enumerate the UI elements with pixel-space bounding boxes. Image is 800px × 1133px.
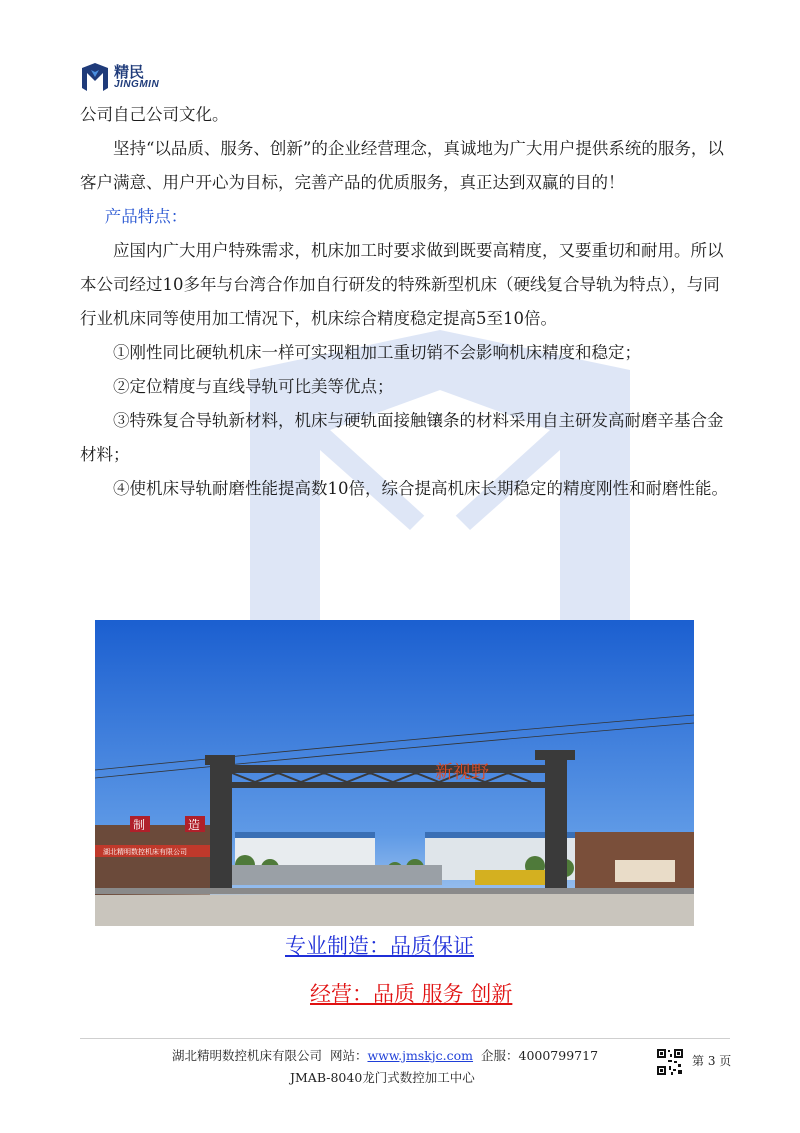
document-body [80,98,730,506]
sign-char-1: 制 [133,818,146,832]
logo-chinese-text: 精民 [114,62,145,81]
feature-item-3: ③特殊复合导轨新材料，机床与硬轨面接触镶条的材料采用自主研发高耐磨辛基合金材料； [80,411,724,464]
footer-company: 湖北精明数控机床有限公司 [172,1048,323,1063]
footer-phone-label: 企服： [480,1048,519,1063]
page-number: 第 3 页 [692,1054,732,1068]
qr-code-icon [656,1048,684,1076]
company-logo [80,62,159,92]
slogan-quality[interactable]: 专业制造：品质保证 [285,934,474,958]
feature-item-2: ②定位精度与直线导轨可比美等优点； [113,377,394,396]
logo-english-text: JINGMIN [114,78,160,90]
footer-contact-line [172,1046,598,1064]
jingmin-logo-icon [80,62,110,92]
factory-gate-photo [95,620,694,926]
sign-char-2: 造 [188,818,201,832]
paragraph-philosophy: 坚持“以品质、服务、创新”的企业经营理念，真诚地为广大用户提供系统的服务，以客户满意、用户开心为目标，完善产品的优质服务，真正达到双赢的目的！ [80,139,724,192]
company-sign-text: 湖北精明数控机床有限公司 [103,848,187,856]
footer-divider [80,1038,730,1039]
footer-product-name: JMAB-8040龙门式数控加工中心 [290,1070,475,1085]
footer-phone: 4000799717 [518,1048,599,1063]
footer-website-link[interactable]: www.jmskjc.com [367,1048,474,1063]
feature-item-1: ①刚性同比硬轨机床一样可实现粗加工重切销不会影响机床精度和稳定； [113,343,641,362]
feature-item-4: ④使机床导轨耐磨性能提高数10倍，综合提高机床长期稳定的精度刚性和耐磨性能。 [113,479,728,498]
slogan-business[interactable]: 经营：品质 服务 创新 [310,982,513,1006]
paragraph-features-intro: 应国内广大用户特殊需求，机床加工时要求做到既要高精度，又要重切和耐用。所以本公司经过10多年与台湾合作加自行研发的特殊新型机床（硬线复合导轨为特点），与同行业机床同等使用加工情况下，机床综合精度稳定提高5至10倍。 [80,241,724,328]
gate-sign-text: 新视野 [435,762,489,783]
footer-site-label: 网站： [329,1048,368,1063]
paragraph-culture: 公司自己公司文化。 [80,105,229,124]
section-heading-features: 产品特点： [104,207,188,226]
